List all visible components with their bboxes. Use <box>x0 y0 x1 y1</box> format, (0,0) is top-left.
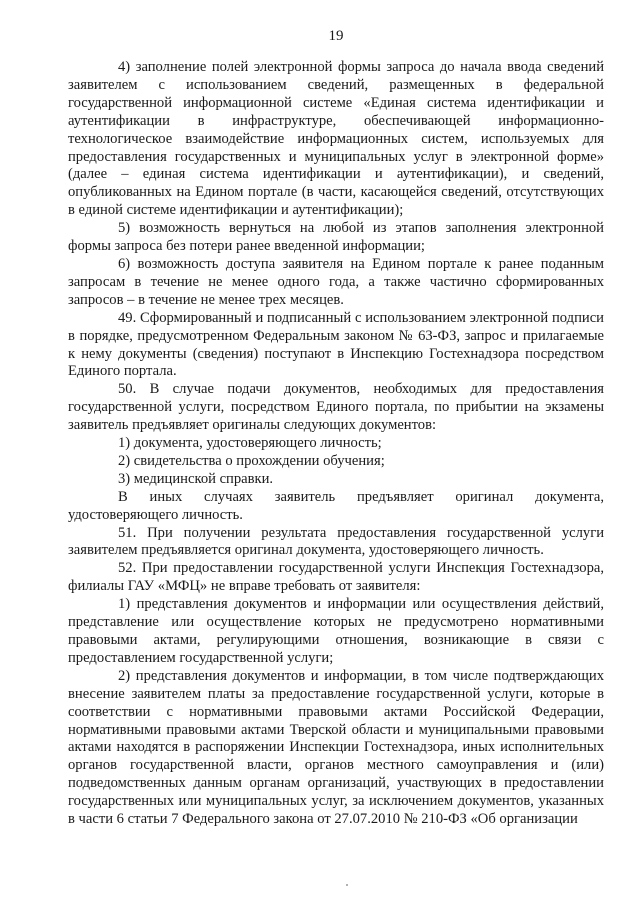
paragraph-item-4: 4) заполнение полей электронной формы запроса до начала ввода сведений заявителем с использованием сведений, размещенных в федеральной государственной информационной системе «Единая система идентификации и аутентификации в инфраструктуре, обеспечивающей информационно-технологическое взаимодействие информационных систем, используемых для предоставления государственных и муниципальных услуг в электронной форме» (далее – единая система идентификации и аутентификации), и сведений, опубликованных на Едином портале (в части, касающейся сведений, отсутствующих в единой системе идентификации и аутентификации); <box>68 59 604 219</box>
paragraph-clause-49: 49. Сформированный и подписанный с использованием электронной подписи в порядке, предусмотренном Федеральным законом № 63-ФЗ, запрос и прилагаемые к нему документы (сведения) поступают в Инспекцию Гостехнадзора посредством Единого портала. <box>68 309 604 380</box>
paragraph-clause-51: 51. При получении результата предоставления государственной услуги заявителем предъявляется оригинал документа, удостоверяющего личность. <box>68 524 604 559</box>
paragraph-requirement-1: 1) представления документов и информации или осуществления действий, представление или осуществление которых не предусмотрено нормативными правовыми актами, регулирующими отношения, возникающие в связи с предоставлением государственной услуги; <box>68 596 604 666</box>
scan-artifact <box>346 884 348 886</box>
paragraph-requirement-2: 2) представления документов и информации, в том числе подтверждающих внесение заявителем платы за предоставление государственной услуги, которые в соответствии с нормативными правовыми актами Российской Федерации, нормативными правовыми актами Тверской области и муниципальными правовыми актами находятся в распоряжении Инспекции Гостехнадзора, иных исполнительных органов государственной власти, органов местного самоуправления и (или) подведомственных данным органам организаций, участвующих в предоставлении государственных или муниципальных услуг, за исключением документов, указанных в части 6 статьи 7 Федерального закона от 27.07.2010 № 210-ФЗ «Об организации <box>68 667 604 828</box>
list-item-3: 3) медицинской справки. <box>118 470 274 487</box>
paragraph-clause-52: 52. При предоставлении государственной услуги Инспекция Гостехнадзора, филиалы ГАУ «МФЦ» не вправе требовать от заявителя: <box>68 560 604 595</box>
page-number: 19 <box>328 28 344 44</box>
list-item-2: 2) свидетельства о прохождении обучения; <box>118 452 385 469</box>
paragraph-other-cases: В иных случаях заявитель предъявляет оригинал документа, удостоверяющего личность. <box>68 488 604 523</box>
document-body <box>68 59 604 829</box>
paragraph-clause-50: 50. В случае подачи документов, необходимых для предоставления государственной услуги, посредством Единого портала, по прибытии на экзамены заявитель предъявляет оригиналы следующих документов: <box>68 381 604 434</box>
paragraph-item-5: 5) возможность вернуться на любой из этапов заполнения электронной формы запроса без потери ранее введенной информации; <box>68 220 604 255</box>
paragraph-item-6: 6) возможность доступа заявителя на Едином портале к ранее поданным запросам в течение не менее одного года, а также частично сформированных запросов – в течение не менее трех месяцев. <box>68 255 604 308</box>
list-item-1: 1) документа, удостоверяющего личность; <box>118 435 382 452</box>
